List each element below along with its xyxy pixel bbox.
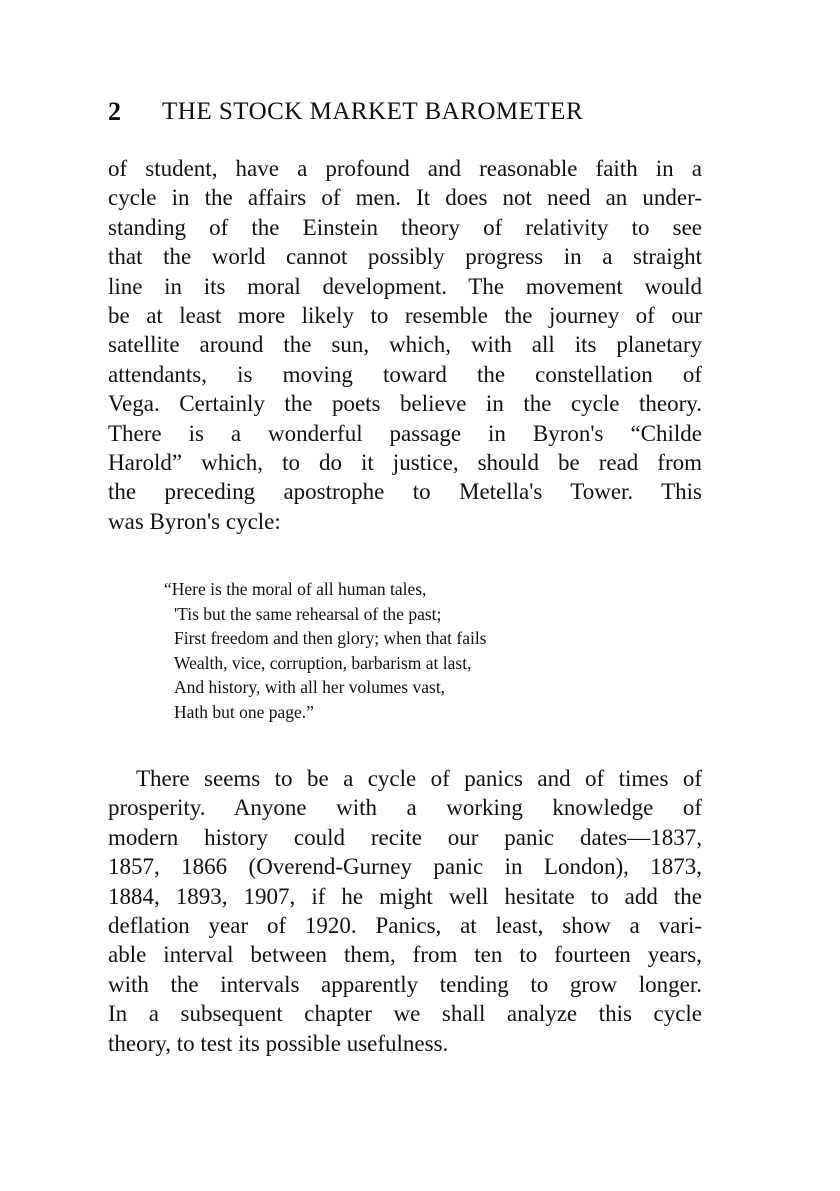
byron-quotation xyxy=(164,577,487,725)
paragraph-2 xyxy=(108,764,702,1058)
quotation-line: And history, with all her volumes vast, xyxy=(174,677,446,698)
paragraph-1 xyxy=(108,154,702,536)
paragraph-1-line: the preceding apostrophe to Metella's Tower. This xyxy=(108,479,702,505)
page-number: 2 xyxy=(108,97,121,126)
paragraph-2-line: modern history could recite our panic dates—1837, xyxy=(108,824,702,850)
quotation-line: Wealth, vice, corruption, barbarism at last, xyxy=(174,652,472,673)
paragraph-2-line: In a subsequent chapter we shall analyze this cycle xyxy=(108,1001,702,1027)
quotation-line: 'Tis but the same rehearsal of the past; xyxy=(174,603,442,624)
paragraph-2-line: deflation year of 1920. Panics, at least, show a vari- xyxy=(108,912,702,938)
paragraph-2-line: 1884, 1893, 1907, if he might well hesitate to add the xyxy=(108,883,702,909)
paragraph-2-line: with the intervals apparently tending to grow longer. xyxy=(108,971,702,997)
paragraph-1-line: was Byron's cycle: xyxy=(108,508,281,534)
paragraph-1-line: There is a wonderful passage in Byron's “Childe xyxy=(108,420,702,446)
paragraph-2-line: There seems to be a cycle of panics and of times of xyxy=(136,766,702,791)
paragraph-1-line: line in its moral development. The movement would xyxy=(108,273,702,299)
paragraph-1-line: satellite around the sun, which, with all its planetary xyxy=(108,332,702,358)
paragraph-1-line: that the world cannot possibly progress in a straight xyxy=(108,244,702,270)
paragraph-1-line: standing of the Einstein theory of relativity to see xyxy=(108,214,702,240)
paragraph-1-line: of student, have a profound and reasonable faith in a xyxy=(108,156,702,181)
paragraph-1-line: attendants, is moving toward the constellation of xyxy=(108,361,702,387)
paragraph-2-line: theory, to test its possible usefulness. xyxy=(108,1030,449,1056)
running-title: THE STOCK MARKET BAROMETER xyxy=(162,98,584,125)
paragraph-1-line: Harold” which, to do it justice, should be read from xyxy=(108,449,702,475)
paragraph-1-line: Vega. Certainly the poets believe in the cycle theory. xyxy=(108,391,702,417)
paragraph-2-line: able interval between them, from ten to fourteen years, xyxy=(108,942,702,968)
paragraph-2-line: prosperity. Anyone with a working knowledge of xyxy=(108,795,702,821)
paragraph-1-line: be at least more likely to resemble the journey of our xyxy=(108,302,702,328)
paragraph-1-line: cycle in the affairs of men. It does not need an under- xyxy=(108,185,702,211)
paragraph-2-line: 1857, 1866 (Overend-Gurney panic in London), 1873, xyxy=(108,854,702,880)
running-head xyxy=(108,94,708,130)
quotation-line: First freedom and then glory; when that fails xyxy=(174,628,487,649)
quotation-line: Hath but one page.” xyxy=(174,701,314,722)
quotation-line: “Here is the moral of all human tales, xyxy=(164,579,427,599)
